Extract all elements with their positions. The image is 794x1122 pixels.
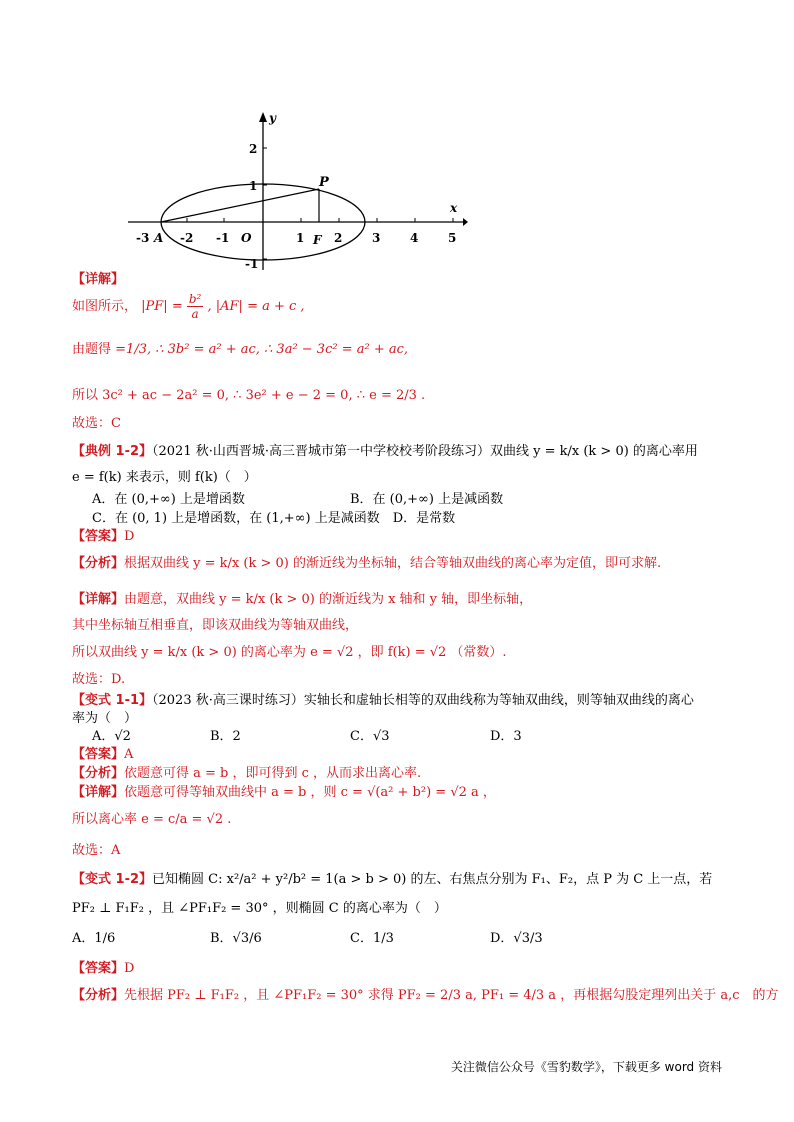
origin-label: O <box>241 231 252 245</box>
x-tick-label: 2 <box>334 231 343 245</box>
variant-tag: 【变式 1-1】 <box>72 693 153 708</box>
variant-tag: 【变式 1-2】 <box>72 872 153 887</box>
x-tick-label: -3 <box>136 231 150 245</box>
fraction-num: b² <box>188 292 202 306</box>
answer-line <box>72 745 133 765</box>
analysis-line <box>72 554 661 574</box>
detail-line: 所以离心率 e = c/a = √2 . <box>72 812 232 827</box>
x-axis-arrow <box>463 218 468 226</box>
analysis-line <box>72 986 779 1006</box>
option-c: C．1/3 <box>350 931 394 946</box>
detail-line-2 <box>72 340 408 360</box>
x-tick-label: 5 <box>448 231 457 245</box>
text-span: 由题得 <box>72 342 112 357</box>
option-d: D．3 <box>490 729 522 744</box>
y-tick-label: -1 <box>245 257 259 271</box>
y-axis-arrow <box>259 112 267 122</box>
detail-line: 故选：D. <box>72 672 126 687</box>
x-tick-label: 1 <box>296 231 305 245</box>
analysis-line <box>72 764 421 784</box>
math-span: |PF| = <box>141 299 183 314</box>
option-d: D．√3/3 <box>490 931 543 946</box>
detail-line-3: 所以 3c² + ac − 2a² = 0, ∴ 3e² + e − 2 = 0, ∴ e = 2/3 . <box>72 388 426 403</box>
detail-line: 其中坐标轴互相垂直，即该双曲线为等轴双曲线， <box>72 618 359 633</box>
x-tick-label: -2 <box>180 231 194 245</box>
detail-line-4: 故选：C <box>72 416 121 431</box>
x-axis-label: x <box>450 201 458 215</box>
detail-text: 依题意可得等轴双曲线中 a = b ，则 c = √(a² + b²) = √2 a ， <box>124 785 496 800</box>
math-span: , |AF| = a + c , <box>207 299 305 314</box>
text-span: 如图所示， <box>72 299 138 314</box>
analysis-tag: 【分析】 <box>72 988 125 1003</box>
text-span: 已知椭圆 C: x²/a² + y²/b² = 1(a > b > 0) 的左、右焦点分别为 F₁、F₂，点 P 为 C 上一点，若 <box>152 872 713 887</box>
y-tick-label: 2 <box>249 142 258 156</box>
detail-tag: 【详解】 <box>72 785 125 800</box>
detail-heading: 【详解】 <box>72 272 125 287</box>
option-b: B．√3/6 <box>210 931 262 946</box>
analysis-text: 依题意可得 a = b ，即可得到 c ，从而求出离心率. <box>124 766 422 781</box>
text-span: （2021 秋·山西晋城·高三晋城市第一中学校校考阶段练习）双曲线 y = k/x (k > 0) 的离心率用 <box>152 444 698 459</box>
option-b: B．2 <box>210 729 241 744</box>
math-span: =1/3, ∴ 3b² = a² + ac, ∴ 3a² − 3c² = a² + ac, <box>115 342 409 357</box>
analysis-text: 根据双曲线 y = k/x (k > 0) 的渐近线为坐标轴，结合等轴双曲线的离心率为定值，即可求解. <box>124 556 662 571</box>
answer-line <box>72 527 134 547</box>
detail-tag: 【详解】 <box>72 592 125 607</box>
option-cd: C．在 (0, 1) 上是增函数，在 (1,+∞) 上是减函数 D．是常数 <box>92 511 456 526</box>
answer-line <box>72 959 134 979</box>
detail-text: 由题意，双曲线 y = k/x (k > 0) 的渐近线为 x 轴和 y 轴，即坐标轴， <box>124 592 533 607</box>
point-p-label: P <box>319 175 329 190</box>
option-b: B．在 (0,+∞) 上是减函数 <box>350 492 504 507</box>
page-footer: 关注微信公众号《雪豹数学》，下载更多 word 资料 <box>450 1060 722 1074</box>
point-a-label: A <box>154 231 164 245</box>
option-a: A．在 (0,+∞) 上是增函数 <box>92 492 245 507</box>
option-c: C．√3 <box>350 729 390 744</box>
y-axis-label: y <box>269 111 276 125</box>
answer-value: D <box>124 961 135 976</box>
example-tag: 【典例 1-2】 <box>72 444 153 459</box>
answer-tag: 【答案】 <box>72 529 125 544</box>
x-tick-label: -1 <box>216 231 230 245</box>
detail-line-1 <box>72 292 305 321</box>
detail-line <box>72 590 532 610</box>
example-1-2-stem-2: e = f(k) 来表示，则 f(k)（ ） <box>72 470 257 485</box>
y-tick-label: 1 <box>249 179 258 193</box>
analysis-tag: 【分析】 <box>72 556 125 571</box>
answer-tag: 【答案】 <box>72 747 125 762</box>
text-span: （2023 秋·高三课时练习）实轴长和虚轴长相等的双曲线称为等轴双曲线，则等轴双曲线的离心 <box>152 693 694 708</box>
analysis-tag: 【分析】 <box>72 766 125 781</box>
fraction-den: a <box>191 307 199 321</box>
option-a: A．√2 <box>92 729 131 744</box>
fraction <box>187 292 204 321</box>
detail-line <box>72 783 496 803</box>
option-a: A．1/6 <box>72 931 116 946</box>
answer-value: D <box>124 529 135 544</box>
x-tick-label: 4 <box>410 231 419 245</box>
variant-1-1-stem-1 <box>72 691 694 711</box>
analysis-text: 先根据 PF₂ ⊥ F₁F₂ ，且 ∠PF₁F₂ = 30° 求得 PF₂ = 2/3 a, PF₁ = 4/3 a ，再根据勾股定理列出关于 a,c 的方 <box>124 988 779 1003</box>
detail-line: 故选：A <box>72 843 121 858</box>
x-tick-label: 3 <box>372 231 381 245</box>
variant-1-2-stem-1 <box>72 870 712 890</box>
answer-tag: 【答案】 <box>72 961 125 976</box>
ellipse-figure <box>128 108 468 276</box>
detail-line: 所以双曲线 y = k/x (k > 0) 的离心率为 e = √2 ，即 f(k) = √2 （常数）. <box>72 645 507 660</box>
example-1-2-stem-1 <box>72 442 698 462</box>
segment-ap <box>161 189 319 222</box>
variant-1-1-stem-2: 率为（ ） <box>72 711 138 726</box>
variant-1-2-stem-2: PF₂ ⊥ F₁F₂ ，且 ∠PF₁F₂ = 30° ，则椭圆 C 的离心率为（ ） <box>72 901 447 916</box>
answer-value: A <box>124 747 134 762</box>
point-f-label: F <box>313 233 322 247</box>
